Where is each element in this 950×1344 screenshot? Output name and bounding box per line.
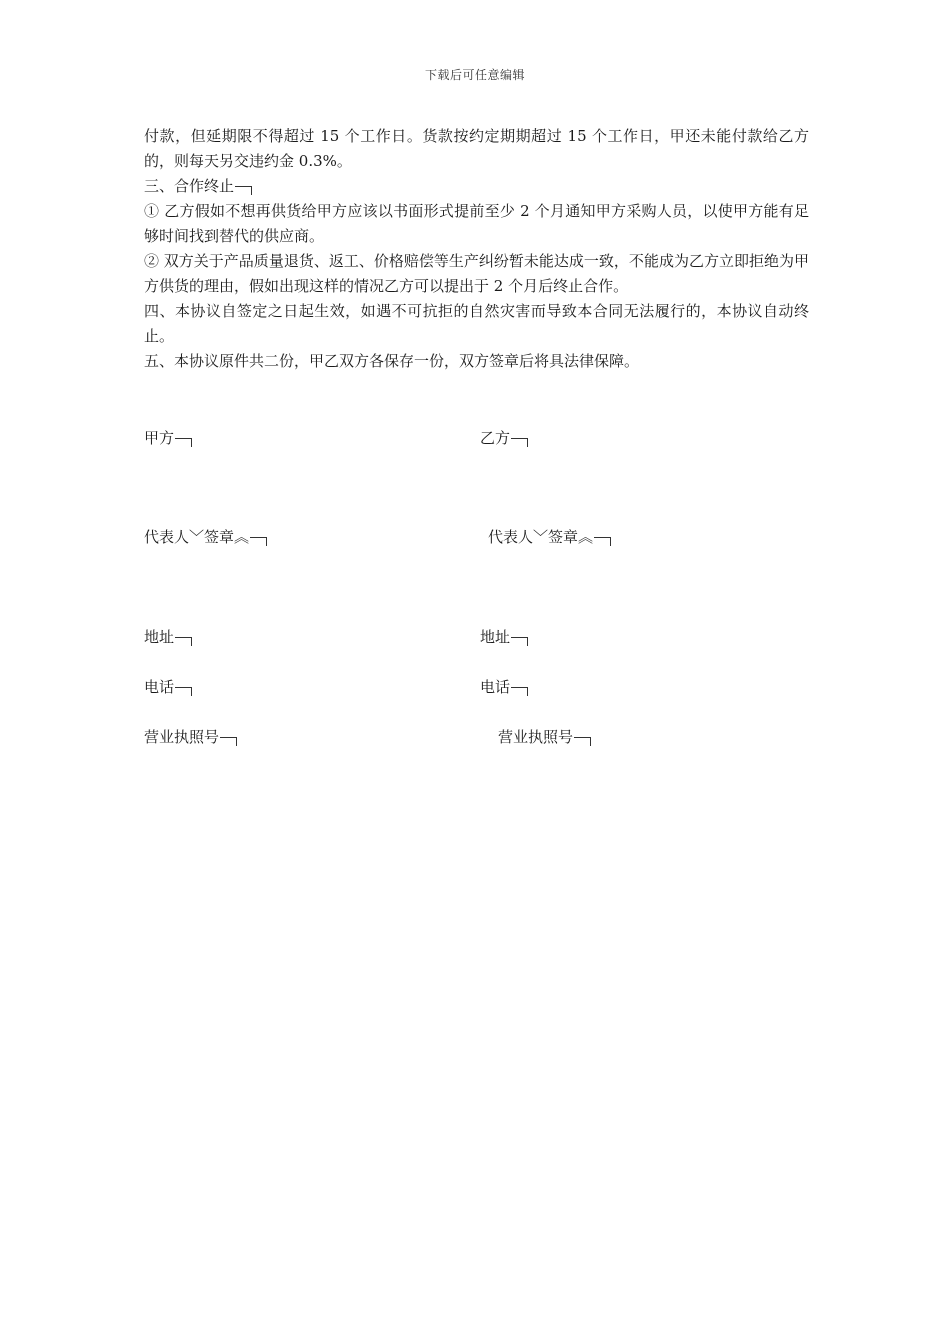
party-a-representative-label: 代表人﹀签章︽ [144,527,267,547]
paragraph-mark-icon [511,637,528,646]
party-b-license-label: 营业执照号 [498,727,591,747]
paragraph-mark-icon [574,737,591,746]
paragraph-mark-icon [175,687,192,696]
paragraph-mark-icon [235,186,252,195]
paragraph-mark-icon [175,637,192,646]
party-b-address-label: 地址 [480,627,528,647]
party-a-label: 甲方 [144,428,192,448]
paragraph-copies: 五、本协议原件共二份，甲乙双方各保存一份，双方签章后将具法律保障。 [144,352,640,370]
paragraph-mark-icon [250,537,267,546]
paragraph-mark-icon [511,438,528,447]
paragraph-mark-icon [511,687,528,696]
paragraph-effective: 四、本协议自签定之日起生效，如遇不可抗拒的自然灾害而导致本合同无法履行的，本协议自动终止。 [144,302,809,345]
paragraph-mark-icon [594,537,611,546]
paragraph-termination-1: ① 乙方假如不想再供货给甲方应该以书面形式提前至少 2 个月通知甲方采购人员，以使甲方能有足够时间找到替代的供应商。 [144,202,809,245]
section-title-termination: 三、合作终止 [144,174,809,199]
page-header: 下载后可任意编辑 [424,68,525,82]
party-b-label: 乙方 [480,428,528,448]
paragraph-mark-icon [220,737,237,746]
paragraph-termination-2: ② 双方关于产品质量退货、返工、价格赔偿等生产纠纷暂未能达成一致，不能成为乙方立即拒绝为甲方供货的理由，假如出现这样的情况乙方可以提出于 2 个月后终止合作。 [144,252,809,295]
party-b-phone-label: 电话 [480,677,528,697]
party-a-phone-label: 电话 [144,677,192,697]
contract-body [144,124,809,374]
party-a-license-label: 营业执照号 [144,727,237,747]
party-b-representative-label: 代表人﹀签章︽ [488,527,611,547]
paragraph-mark-icon [175,438,192,447]
paragraph-payment: 付款，但延期限不得超过 15 个工作日。货款按约定期期超过 15 个工作日，甲还未能付款给乙方的，则每天另交违约金 0.3%。 [144,127,809,170]
party-a-address-label: 地址 [144,627,192,647]
